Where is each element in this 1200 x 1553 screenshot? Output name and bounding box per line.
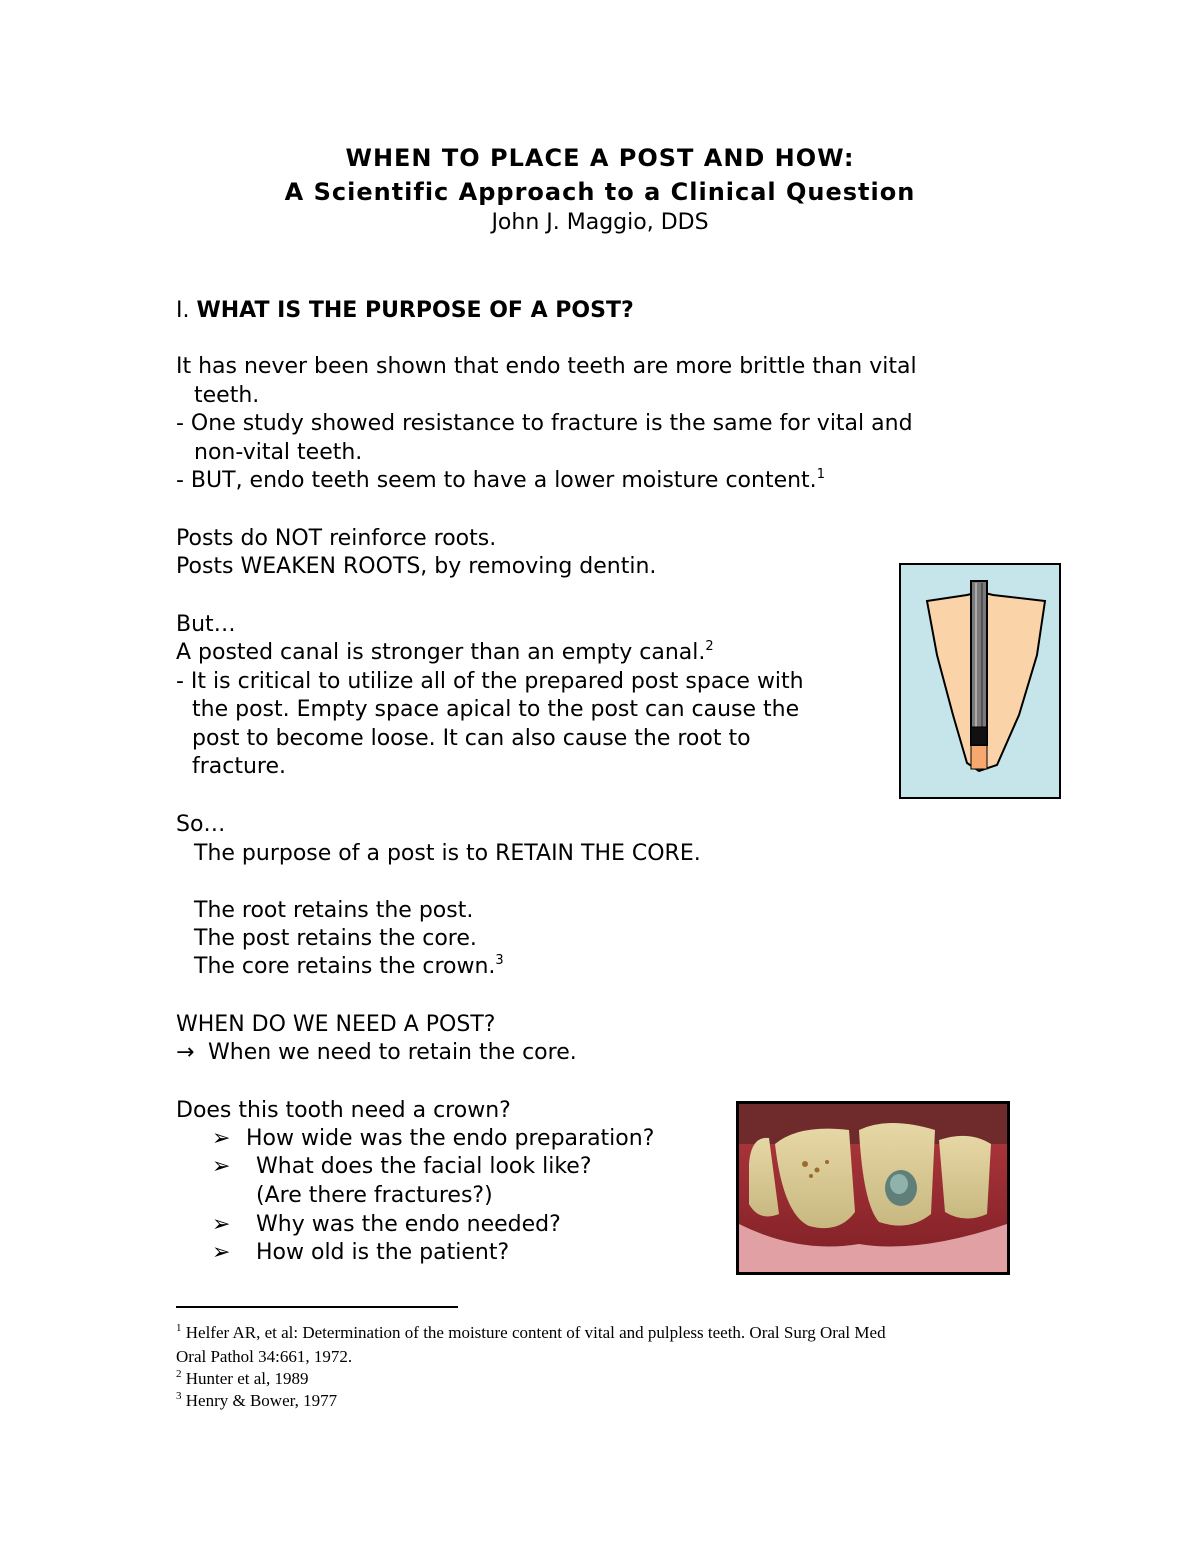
para1-line1: It has never been shown that endo teeth are more brittle than vital — [176, 354, 917, 379]
tooth-incisor-3 — [939, 1136, 991, 1219]
footnote-text: Henry & Bower, 1977 — [185, 1391, 338, 1410]
post-shape — [971, 581, 987, 745]
para6-line2 — [176, 1038, 577, 1067]
para1-line2: teeth. — [194, 383, 260, 408]
post-cement-band — [971, 727, 987, 745]
para3-line6: fracture. — [192, 754, 287, 779]
list-item-continuation: (Are there fractures?) — [256, 1183, 493, 1208]
section-number: I. — [176, 298, 190, 323]
footnote-2 — [176, 1368, 309, 1390]
para5-line1: The root retains the post. — [194, 898, 474, 923]
list-item-text: What does the facial look like? — [256, 1154, 592, 1179]
stain-spot — [809, 1174, 813, 1178]
list-item — [212, 1210, 561, 1239]
para1-line5 — [176, 466, 825, 495]
stain-spot — [802, 1161, 808, 1167]
para4-line2: The purpose of a post is to RETAIN THE CORE. — [194, 841, 701, 866]
footnote-text: Hunter et al, 1989 — [185, 1369, 309, 1388]
footnote-text: Helfer AR, et al: Determination of the moisture content of vital and pulpless teeth. Oral Surg Oral Med — [185, 1323, 886, 1342]
para6-line2-text: When we need to retain the core. — [208, 1040, 577, 1065]
para5-line3 — [194, 952, 504, 981]
list-item-text: How wide was the endo preparation? — [246, 1126, 655, 1151]
footnote-number: 2 — [176, 1368, 182, 1380]
footnote-3 — [176, 1390, 337, 1412]
para5-line3-text: The core retains the crown. — [194, 954, 496, 979]
bullet-arrow-icon: ➢ — [212, 1240, 231, 1265]
para3-line3: - It is critical to utilize all of the prepared post space with — [176, 669, 804, 694]
stain-spot — [825, 1160, 829, 1164]
stain-spot — [815, 1168, 820, 1173]
para1-line5-text: - BUT, endo teeth seem to have a lower moisture content. — [176, 468, 817, 493]
list-item — [212, 1152, 592, 1181]
footnote-ref-1[interactable]: 1 — [816, 467, 825, 482]
para3-line4: the post. Empty space apical to the post can cause the — [192, 697, 800, 722]
para5-line2: The post retains the core. — [194, 926, 477, 951]
para3-line5: post to become loose. It can also cause the root to — [192, 726, 751, 751]
para4-line1: So… — [176, 812, 226, 837]
section-heading — [176, 296, 634, 325]
footnote-separator — [176, 1306, 458, 1308]
title-line-2: A Scientific Approach to a Clinical Question — [284, 178, 916, 206]
right-arrow-icon: → — [176, 1040, 195, 1065]
bullet-arrow-icon: ➢ — [212, 1126, 231, 1151]
title-line-1: WHEN TO PLACE A POST AND HOW: — [345, 144, 855, 172]
bullet-arrow-icon: ➢ — [212, 1212, 231, 1237]
list-item — [212, 1124, 654, 1153]
list-item-text: How old is the patient? — [256, 1240, 510, 1265]
section-title: WHAT IS THE PURPOSE OF A POST? — [196, 298, 634, 323]
para1-line4: non-vital teeth. — [194, 440, 363, 465]
footnote-1 — [176, 1322, 886, 1344]
list-item-text: Why was the endo needed? — [256, 1212, 561, 1237]
restoration-highlight — [890, 1174, 908, 1194]
post-diagram — [901, 565, 1059, 797]
para3-line1: But… — [176, 612, 236, 637]
tooth-photo-frame — [736, 1101, 1010, 1275]
para7-line1: Does this tooth need a crown? — [176, 1098, 511, 1123]
post-diagram-frame — [899, 563, 1061, 799]
footnote-ref-2[interactable]: 2 — [705, 639, 714, 654]
tooth-photo — [739, 1104, 1007, 1272]
para2-line1: Posts do NOT reinforce roots. — [176, 526, 497, 551]
list-item — [212, 1238, 509, 1267]
footnote-number: 1 — [176, 1322, 182, 1334]
para6-line1: WHEN DO WE NEED A POST? — [176, 1012, 496, 1037]
para2-line2: Posts WEAKEN ROOTS, by removing dentin. — [176, 554, 657, 579]
para3-line2-text: A posted canal is stronger than an empty canal. — [176, 640, 706, 665]
bullet-arrow-icon: ➢ — [212, 1154, 231, 1179]
footnote-1-continued: Oral Pathol 34:661, 1972. — [176, 1347, 353, 1366]
footnote-ref-3[interactable]: 3 — [495, 953, 504, 968]
para1-line3: - One study showed resistance to fracture is the same for vital and — [176, 411, 913, 436]
author: John J. Maggio, DDS — [491, 210, 709, 235]
para3-line2 — [176, 638, 714, 667]
footnote-number: 3 — [176, 1390, 182, 1402]
